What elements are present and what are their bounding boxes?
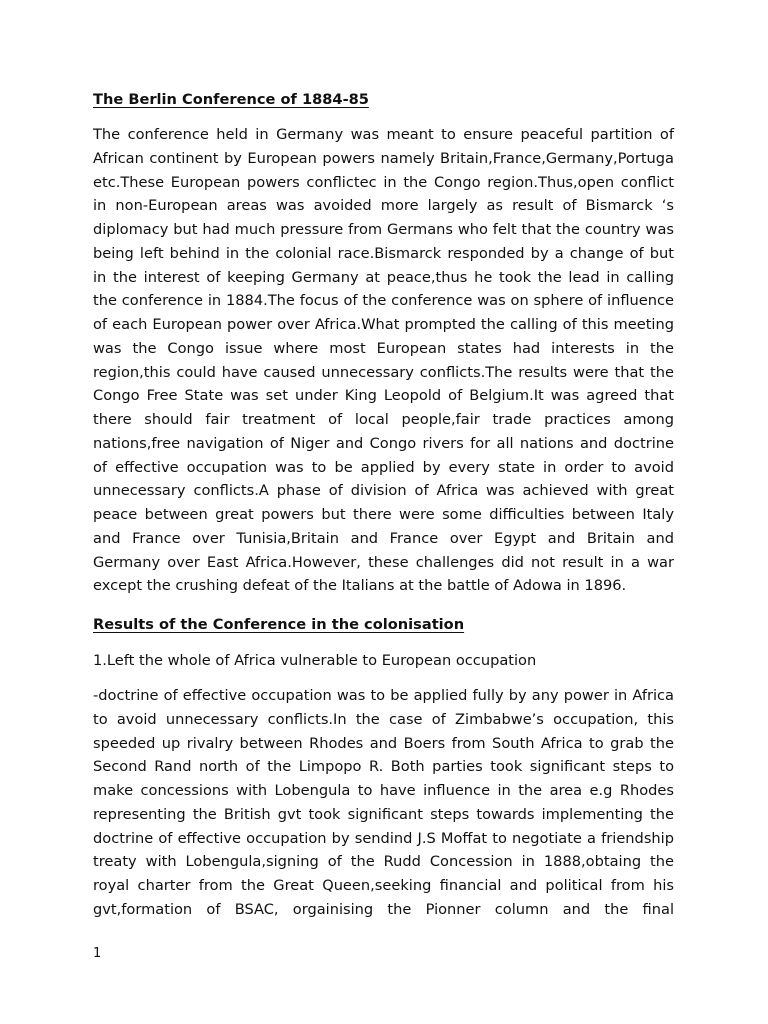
section-heading: Results of the Conference in the colonisation [93,616,465,633]
results-paragraph: -doctrine of effective occupation was to be applied fully by any power in Africa to avoid unnecessary conflicts.In the case of Zimbabwe’s occupation, this speeded up rivalry between Rhodes and Boers from South Africa to grab the Second Rand north of the Limpopo R. Both parties took significant steps to make concessions with Lobengula to have influence in the area e.g Rhodes representing the British gvt took significant steps towards implementing the doctrine of effective occupation by sendind J.S Moffat to negotiate a friendship treaty with Lobengula,signing of the Rudd Concession in 1888,obtaing the royal charter from the Great Queen,seeking financial and political from his gvt,formation of BSAC, orgainising the Pionner column and the final [93,687,674,918]
intro-paragraph: The conference held in Germany was meant to ensure peaceful partition of African continent by European powers namely Britain,France,Germany,Portuga etc.These European powers conflictec in the Congo region.Thus,open conflict in non-European areas was avoided more largely as result of Bismarck ‘s diplomacy but had much pressure from Germans who felt that the country was being left behind in the colonial race.Bismarck responded by a change of but in the interest of keeping Germany at peace,thus he took the lead in calling the conference in 1884.The focus of the conference was on sphere of influence of each European power over Africa.What prompted the calling of this meeting was the Congo issue where most European states had interests in the region,this could have caused unnecessary conflicts.The results were that the Congo Free State was set under King Leopold of Belgium.It was agreed that there should fair treatment of local people,fair trade practices among nations,free navigation of Niger and Congo rivers for all nations and doctrine of effective occupation was to be applied by every state in order to avoid unnecessary conflicts.A phase of division of Africa was achieved with great peace between great powers but there were some difficulties between Italy and France over Tunisia,Britain and France over Egypt and Britain and Germany over East Africa.However, these challenges did not result in a war except the crushing defeat of the Italians at the battle of Adowa in 1896. [93,126,674,595]
page-number: 1 [93,946,102,961]
document-title: The Berlin Conference of 1884-85 [93,91,369,108]
numbered-point: 1.Left the whole of Africa vulnerable to European occupation [93,652,537,669]
